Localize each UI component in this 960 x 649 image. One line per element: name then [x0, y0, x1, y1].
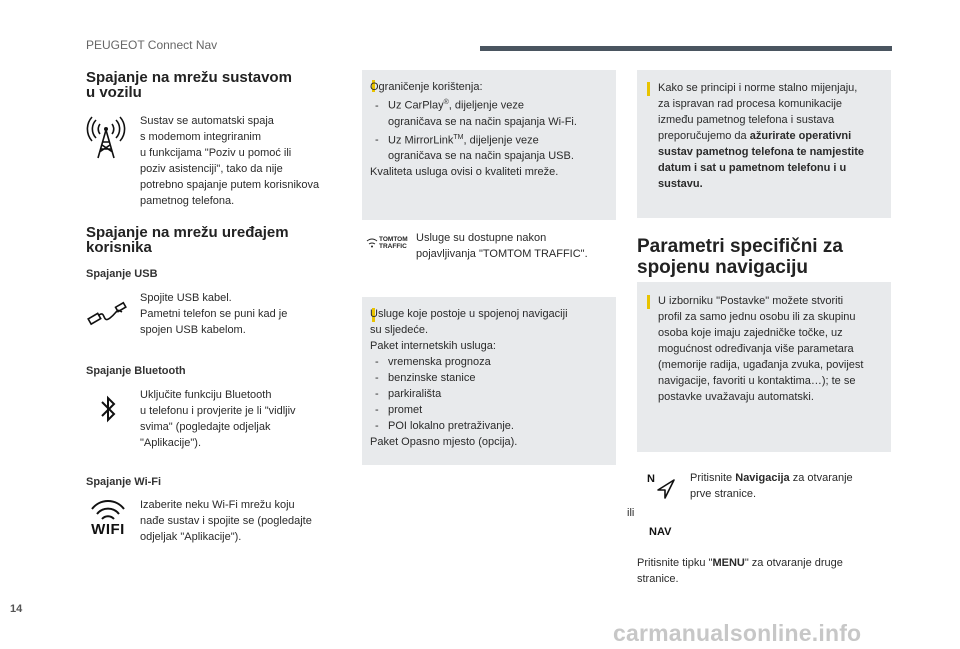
list-item: - promet — [375, 404, 423, 416]
antenna-tower-icon — [86, 116, 126, 160]
list-item: - benzinske stanice — [375, 372, 476, 384]
usb-label: Spajanje USB — [86, 268, 158, 280]
section-title-user-device: Spajanje na mrežu uređajem korisnika — [86, 224, 289, 256]
tomtom-traffic-icon: TOMTOM TRAFFIC — [366, 236, 410, 252]
update-advice-note: Kako se principi i norme stalno mijenjaju, za ispravan rad procesa komunikacije između pametnog telefona i sustava preporučujemo da ažurirate operativni sustav pametnog telefona te namjestite datum i sat u pametnom telefonu i u sustavu. — [637, 70, 891, 218]
section-title-vehicle-network: Spajanje na mrežu sustavom u vozilu — [86, 69, 292, 101]
press-navigation-text: Pritisnite Navigacija za otvaranje prve stranice. — [690, 472, 853, 500]
nav-icon-n: N — [647, 473, 655, 485]
header-bar — [480, 46, 892, 51]
wifi-text: Izaberite neku Wi-Fi mrežu koju nađe sustav i spojite se (pogledajte odjeljak "Aplikacije"). — [140, 499, 312, 543]
vehicle-network-text: Sustav se automatski spaja s modemom integriranim u funkcijama "Poziv u pomoć ili poziv asistenciji", tako da nije potrebno spajanje putem korisnikova pametnog telefona. — [140, 115, 320, 207]
usb-text: Spojite USB kabel. Pametni telefon se puni kad je spojen USB kabelom. — [140, 292, 288, 336]
watermark: carmanualsonline.info — [613, 620, 862, 646]
press-menu-text: Pritisnite tipku "MENU" za otvaranje druge stranice. — [637, 557, 843, 585]
bluetooth-label: Spajanje Bluetooth — [86, 365, 186, 377]
bluetooth-text: Uključite funkciju Bluetooth u telefonu i provjerite je li "vidljiv svima" (pogledajte odjeljak "Aplikacije"). — [140, 389, 296, 449]
navigation-arrow-icon — [647, 473, 677, 501]
connected-services-note: Usluge koje postoje u spojenoj navigaciji su sljedeće. Paket internetskih usluga: - vremenska prognoza - benzinske stanice - parkirališta - promet - POI lokalno pretraživanje. Paket Opasno mjesto (opcija). — [362, 297, 616, 465]
tomtom-text: Usluge su dostupne nakon pojavljivanja "TOMTOM TRAFFIC". — [416, 232, 588, 260]
usage-limits-note: Ograničenje korištenja: - Uz CarPlay®, dijeljenje veze ograničava se na način spajanja Wi-Fi. - Uz MirrorLink™, dijeljenje veze ograničava se na način spajanja USB. Kvaliteta usluga ovisi o kvaliteti mreže. — [362, 70, 616, 220]
ili-text: ili — [627, 507, 635, 519]
nav-label-icon: NAV — [649, 526, 672, 538]
bluetooth-icon — [96, 392, 120, 426]
page-number: 14 — [10, 603, 23, 615]
list-item: - vremenska prognoza — [375, 356, 491, 368]
profiles-note: U izborniku "Postavke" možete stvoriti profil za samo jednu osobu ili za skupinu osoba koje imaju zajedničke točke, uz mogućnost određivanja više parametara (memorije radija, ugađanja zvuka, povijest navigacije, favoriti u kontaktima…); te se postavke uvažavaju automatski. — [637, 282, 891, 452]
list-item: - parkirališta — [375, 388, 442, 400]
wifi-icon-text: WIFI — [91, 521, 125, 538]
wifi-icon — [86, 500, 130, 542]
section-title-connected-navigation: Parametri specifični za spojenu navigaciju — [637, 236, 843, 278]
usb-cable-icon — [86, 296, 128, 332]
wifi-label: Spajanje Wi-Fi — [86, 476, 162, 488]
header-title: PEUGEOT Connect Nav — [86, 38, 218, 52]
list-item: - POI lokalno pretraživanje. — [375, 420, 514, 432]
